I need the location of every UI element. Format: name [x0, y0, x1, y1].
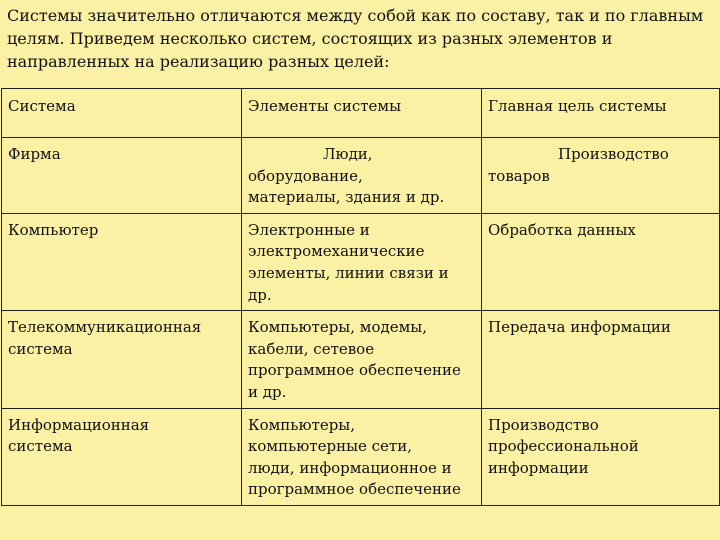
intro-paragraph: [7, 4, 713, 73]
cell-text: Компьютер: [8, 220, 99, 239]
cell-goal: [482, 311, 720, 408]
header-cell-goal: Главная цель системы: [482, 89, 720, 138]
header-cell-system: Система: [2, 89, 242, 138]
cell-text: Передача информации: [488, 318, 671, 337]
cell-text: материалы, здания и др.: [248, 188, 445, 207]
cell-elements: [242, 138, 482, 214]
cell-text: система: [8, 437, 73, 456]
cell-system: [2, 213, 242, 310]
cell-goal: [482, 213, 720, 310]
cell-text: Люди,: [323, 145, 373, 163]
systems-table: [1, 88, 720, 506]
cell-text: и др.: [248, 382, 287, 401]
cell-text: профессиональной: [488, 437, 639, 456]
cell-text: Телекоммуникационная: [8, 318, 202, 337]
cell-text: люди, информационное и: [248, 458, 452, 477]
cell-text: др.: [248, 285, 272, 304]
intro-line: целям. Приведем несколько систем, состоящих из разных элементов и: [7, 29, 613, 48]
cell-text: программное обеспечение: [248, 361, 461, 380]
intro-line: направленных на реализацию разных целей:: [7, 52, 390, 71]
cell-system: [2, 138, 242, 214]
cell-system: [2, 408, 242, 505]
cell-elements: [242, 408, 482, 505]
cell-elements: [242, 311, 482, 408]
cell-text: кабели, сетевое: [248, 339, 375, 358]
cell-text: оборудование,: [248, 166, 363, 185]
table-row: [2, 213, 720, 310]
table-row: [2, 408, 720, 505]
cell-text: программное обеспечение: [248, 480, 461, 499]
cell-goal: [482, 138, 720, 214]
cell-goal: [482, 408, 720, 505]
cell-system: [2, 311, 242, 408]
table-row: [2, 311, 720, 408]
cell-text: Компьютеры, модемы,: [248, 318, 427, 337]
cell-text: товаров: [488, 166, 550, 185]
cell-text: электромеханические: [248, 242, 425, 261]
cell-text: Компьютеры,: [248, 415, 356, 434]
table-header-row: [2, 89, 720, 138]
table-row: [2, 138, 720, 214]
cell-text: информации: [488, 458, 589, 477]
intro-line: Системы значительно отличаются между собой как по составу, так и по главным: [7, 6, 704, 25]
cell-text: компьютерные сети,: [248, 437, 412, 456]
cell-text: система: [8, 339, 73, 358]
cell-text: Производство: [558, 145, 669, 163]
cell-text: Обработка данных: [488, 220, 636, 239]
cell-text: элементы, линии связи и: [248, 263, 449, 282]
cell-elements: [242, 213, 482, 310]
cell-text: Информационная: [8, 415, 150, 434]
cell-text: Производство: [488, 415, 599, 434]
cell-text: Фирма: [8, 145, 61, 163]
header-cell-elements: Элементы системы: [242, 89, 482, 138]
cell-text: Электронные и: [248, 220, 370, 239]
